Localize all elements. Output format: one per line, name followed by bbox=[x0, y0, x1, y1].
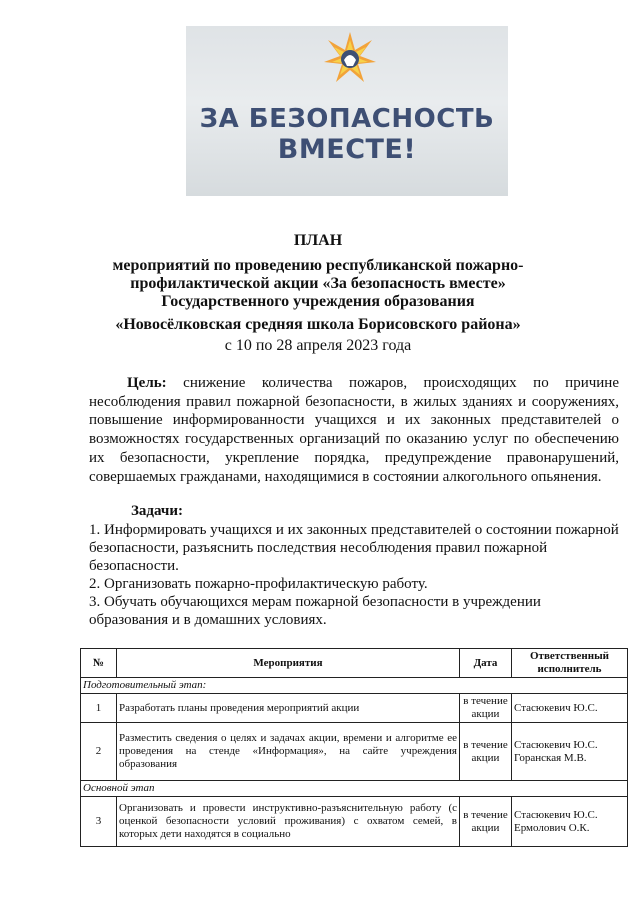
row-date: в течение акции bbox=[460, 723, 512, 781]
responsible-person: Горанская М.В. bbox=[514, 751, 587, 764]
row-date: в течение акции bbox=[460, 694, 512, 723]
row-responsible bbox=[512, 723, 628, 781]
banner-title-line2: ВМЕСТЕ! bbox=[277, 134, 417, 165]
goal-text: снижение количества пожаров, происходящих по причине несоблюдения правил пожарной безопасности, в жилых зданиях и сооружениях, повышение информированности учащихся и их законных представителей о возможностях государственных организаций по оказанию услуг по обеспечению их безопасности, укрепление порядка, предупреждение правонарушений, совершаемых гражданами, находящимися в состоянии алкогольного опьянения. bbox=[89, 375, 619, 485]
tasks-heading: Задачи: bbox=[131, 503, 184, 519]
goal-label: Цель: bbox=[127, 375, 167, 391]
title-dates: с 10 по 28 апреля 2023 года bbox=[224, 337, 412, 354]
col-header-date: Дата bbox=[460, 649, 512, 678]
safety-emblem-icon bbox=[322, 30, 378, 86]
title-line: Государственного учреждения образования bbox=[161, 293, 475, 310]
row-responsible bbox=[512, 797, 628, 847]
task-item: 1. Информировать учащихся и их законных представителей о состоянии пожарной безопасности, разъяснить последствия несоблюдения правил пожарной безопасности. bbox=[89, 522, 619, 574]
col-header-responsible: Ответственный исполнитель bbox=[512, 649, 628, 678]
campaign-banner bbox=[186, 26, 508, 196]
title-line: «Новосёлковская средняя школа Борисовского района» bbox=[115, 316, 521, 333]
goal-paragraph bbox=[89, 374, 619, 486]
stage-label: Основной этап bbox=[81, 781, 628, 797]
table-header-row bbox=[81, 649, 628, 678]
stage-label: Подготовительный этап: bbox=[81, 678, 628, 694]
row-description: Разместить сведения о целях и задачах акции, времени и алгоритме ее проведения на стенде «Информация», на сайте учреждения образования bbox=[117, 723, 460, 781]
task-item: 2. Организовать пожарно-профилактическую работу. bbox=[89, 576, 428, 592]
row-number: 1 bbox=[81, 694, 117, 723]
task-item: 3. Обучать обучающихся мерам пожарной безопасности в учреждении образования и в домашних условиях. bbox=[89, 594, 541, 628]
row-number: 3 bbox=[81, 797, 117, 847]
stage-row bbox=[81, 781, 628, 797]
page-title: ПЛАН bbox=[293, 232, 343, 249]
title-line: профилактической акции «За безопасность вместе» bbox=[130, 275, 506, 292]
row-date: в течение акции bbox=[460, 797, 512, 847]
responsible-person: Стасюкевич Ю.С. bbox=[514, 738, 598, 751]
row-description: Организовать и провести инструктивно-разъяснительную работу (с оценкой безопасности условий проживания) с охватом семей, в которых дети находятся в социально bbox=[117, 797, 460, 847]
stage-row bbox=[81, 678, 628, 694]
table-row bbox=[81, 797, 628, 847]
row-responsible: Стасюкевич Ю.С. bbox=[512, 694, 628, 723]
title-line: мероприятий по проведению республиканской пожарно- bbox=[112, 257, 524, 274]
table-row bbox=[81, 723, 628, 781]
responsible-person: Стасюкевич Ю.С. bbox=[514, 808, 598, 821]
table-row bbox=[81, 694, 628, 723]
events-table bbox=[80, 648, 628, 847]
banner-title-line1: ЗА БЕЗОПАСНОСТЬ bbox=[199, 104, 495, 134]
responsible-person: Ермолович О.К. bbox=[514, 821, 590, 834]
col-header-num: № bbox=[81, 649, 117, 678]
col-header-events: Мероприятия bbox=[117, 649, 460, 678]
row-number: 2 bbox=[81, 723, 117, 781]
row-description: Разработать планы проведения мероприятий акции bbox=[117, 694, 460, 723]
